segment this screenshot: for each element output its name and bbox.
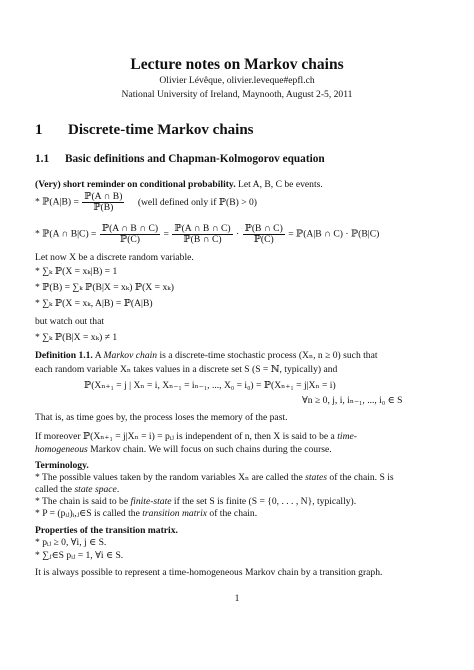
terminology-l2-a: called the <box>35 484 73 495</box>
eq1-denominator: ℙ(B) <box>93 202 114 213</box>
eq2-dot: · <box>236 228 240 240</box>
eq2-equals: = <box>163 228 169 240</box>
moreover-term-b: homogeneous <box>35 444 88 455</box>
terminology-line-1 <box>35 472 394 484</box>
properties-heading <box>35 525 178 537</box>
terminology-heading <box>35 460 89 472</box>
reminder-paragraph <box>35 179 323 191</box>
bullet-marginal: * ∑ₖ ℙ(X = xₖ, A|B) = ℙ(A|B) <box>35 298 153 309</box>
moreover-text-b: Markov chain. We will focus on such chains during the course. <box>90 444 332 455</box>
equation-conditional <box>35 192 257 213</box>
terminology-l3-b: if the set S is finite (S = {0, . . . , N}, typically). <box>173 496 357 507</box>
closing-text: It is always possible to represent a time-homogeneous Markov chain by a transition graph. <box>35 567 383 578</box>
terminology-line-3 <box>35 496 356 508</box>
terminology-heading-text: Terminology. <box>35 460 89 471</box>
terminology-l3-a: * The chain is said to be <box>35 496 129 507</box>
markov-property-equation: ℙ(Xₙ₊₁ = j | Xₙ = i, Xₙ₋₁ = iₙ₋₁, ..., X₀ = i₀) = ℙ(Xₙ₊₁ = j|Xₙ = i) <box>84 380 336 391</box>
definition-text-a: A <box>94 350 102 361</box>
definition-text-b: is a discrete-time stochastic process (Xₙ, n ≥ 0) such that <box>159 350 378 361</box>
author-line: Olivier Lévêque, olivier.leveque#epfl.ch <box>159 75 315 86</box>
eq2-f3-numerator: ℙ(B ∩ C) <box>244 223 283 234</box>
terminology-line-2 <box>35 484 119 496</box>
eq2-f2-denominator: ℙ(B ∩ C) <box>183 234 222 245</box>
affiliation-line: National University of Ireland, Maynooth, August 2-5, 2011 <box>121 89 353 100</box>
eq1-lhs: * ℙ(A|B) = <box>35 196 79 208</box>
definition-term: Markov chain <box>103 350 158 361</box>
terminology-l4-term: transition matrix <box>142 508 208 519</box>
terminology-l3-term: finite-state <box>130 496 172 507</box>
terminology-l2-b: . <box>116 484 120 495</box>
terminology-line-4 <box>35 508 257 520</box>
terminology-l2-term: state space <box>74 484 117 495</box>
section-number: 1 <box>35 122 43 138</box>
section-title: Discrete-time Markov chains <box>68 122 254 138</box>
equation-chain-rule <box>35 224 379 245</box>
eq1-fraction <box>82 192 124 213</box>
moreover-line-2 <box>35 444 332 456</box>
bullet-sum-conditional: * ∑ₖ ℙ(X = xₖ|B) = 1 <box>35 266 118 277</box>
eq2-lhs: * ℙ(A ∩ B|C) = <box>35 228 97 240</box>
reminder-intro: Let A, B, C be events. <box>238 179 323 190</box>
page-number: 1 <box>234 593 240 604</box>
section-heading <box>35 122 254 139</box>
eq1-numerator: ℙ(A ∩ B) <box>84 191 123 202</box>
definition-line-2: each random variable Xₙ takes values in a discrete set S (S = ℕ, typically) and <box>35 364 338 375</box>
property-row-sum: * ∑ⱼ∈S pᵢⱼ = 1, ∀i ∈ S. <box>35 550 124 561</box>
watch-out-text: but watch out that <box>35 316 105 327</box>
subsection-number: 1.1 <box>35 153 50 165</box>
let-x-text: Let now X be a discrete random variable. <box>35 252 194 263</box>
moreover-line-1 <box>35 431 357 443</box>
property-nonnegative: * pᵢⱼ ≥ 0, ∀i, j ∈ S. <box>35 537 107 548</box>
terminology-l4-a: * P = (pᵢⱼ)ᵢ,ⱼ∈S is called the <box>35 508 140 519</box>
eq2-fraction-1 <box>100 224 160 245</box>
subsection-heading <box>35 153 325 165</box>
memory-text: That is, as time goes by, the process loses the memory of the past. <box>35 412 288 423</box>
eq2-f2-numerator: ℙ(A ∩ B ∩ C) <box>174 223 231 234</box>
definition-label: Definition 1.1. <box>35 350 93 361</box>
subsection-title: Basic definitions and Chapman-Kolmogorov equation <box>65 153 325 165</box>
terminology-l1-a: * The possible values taken by the random variables Xₙ are called the <box>35 472 303 483</box>
eq1-note: (well defined only if ℙ(B) > 0) <box>137 196 258 208</box>
eq2-f3-denominator: ℙ(C) <box>253 234 274 245</box>
bullet-total-probability: * ℙ(B) = ∑ₖ ℙ(B|X = xₖ) ℙ(X = xₖ) <box>35 282 174 293</box>
eq2-rhs: = ℙ(A|B ∩ C) · ℙ(B|C) <box>288 228 380 240</box>
terminology-l4-b: of the chain. <box>209 508 258 519</box>
eq2-f1-denominator: ℙ(C) <box>119 234 140 245</box>
eq2-fraction-2 <box>172 224 232 245</box>
bullet-not-one: * ∑ₖ ℙ(B|X = xₖ) ≠ 1 <box>35 332 118 343</box>
moreover-text-a: If moreover ℙ(Xₙ₊₁ = j|Xₙ = i) = pᵢⱼ is independent of n, then X is said to be a <box>35 431 335 442</box>
terminology-l1-term: states <box>305 472 327 483</box>
definition-line-1 <box>35 350 378 362</box>
document-title: Lecture notes on Markov chains <box>130 56 344 73</box>
terminology-l1-b: of the chain. S is <box>329 472 394 483</box>
properties-heading-text: Properties of the transition matrix. <box>35 525 178 536</box>
eq2-f1-numerator: ℙ(A ∩ B ∩ C) <box>101 223 159 234</box>
eq2-fraction-3 <box>243 224 285 245</box>
moreover-term-a: time- <box>337 431 357 442</box>
reminder-heading: (Very) short reminder on conditional probability. <box>35 179 236 190</box>
markov-property-quantifier: ∀n ≥ 0, j, i, iₙ₋₁, ..., i₀ ∈ S <box>302 395 403 406</box>
